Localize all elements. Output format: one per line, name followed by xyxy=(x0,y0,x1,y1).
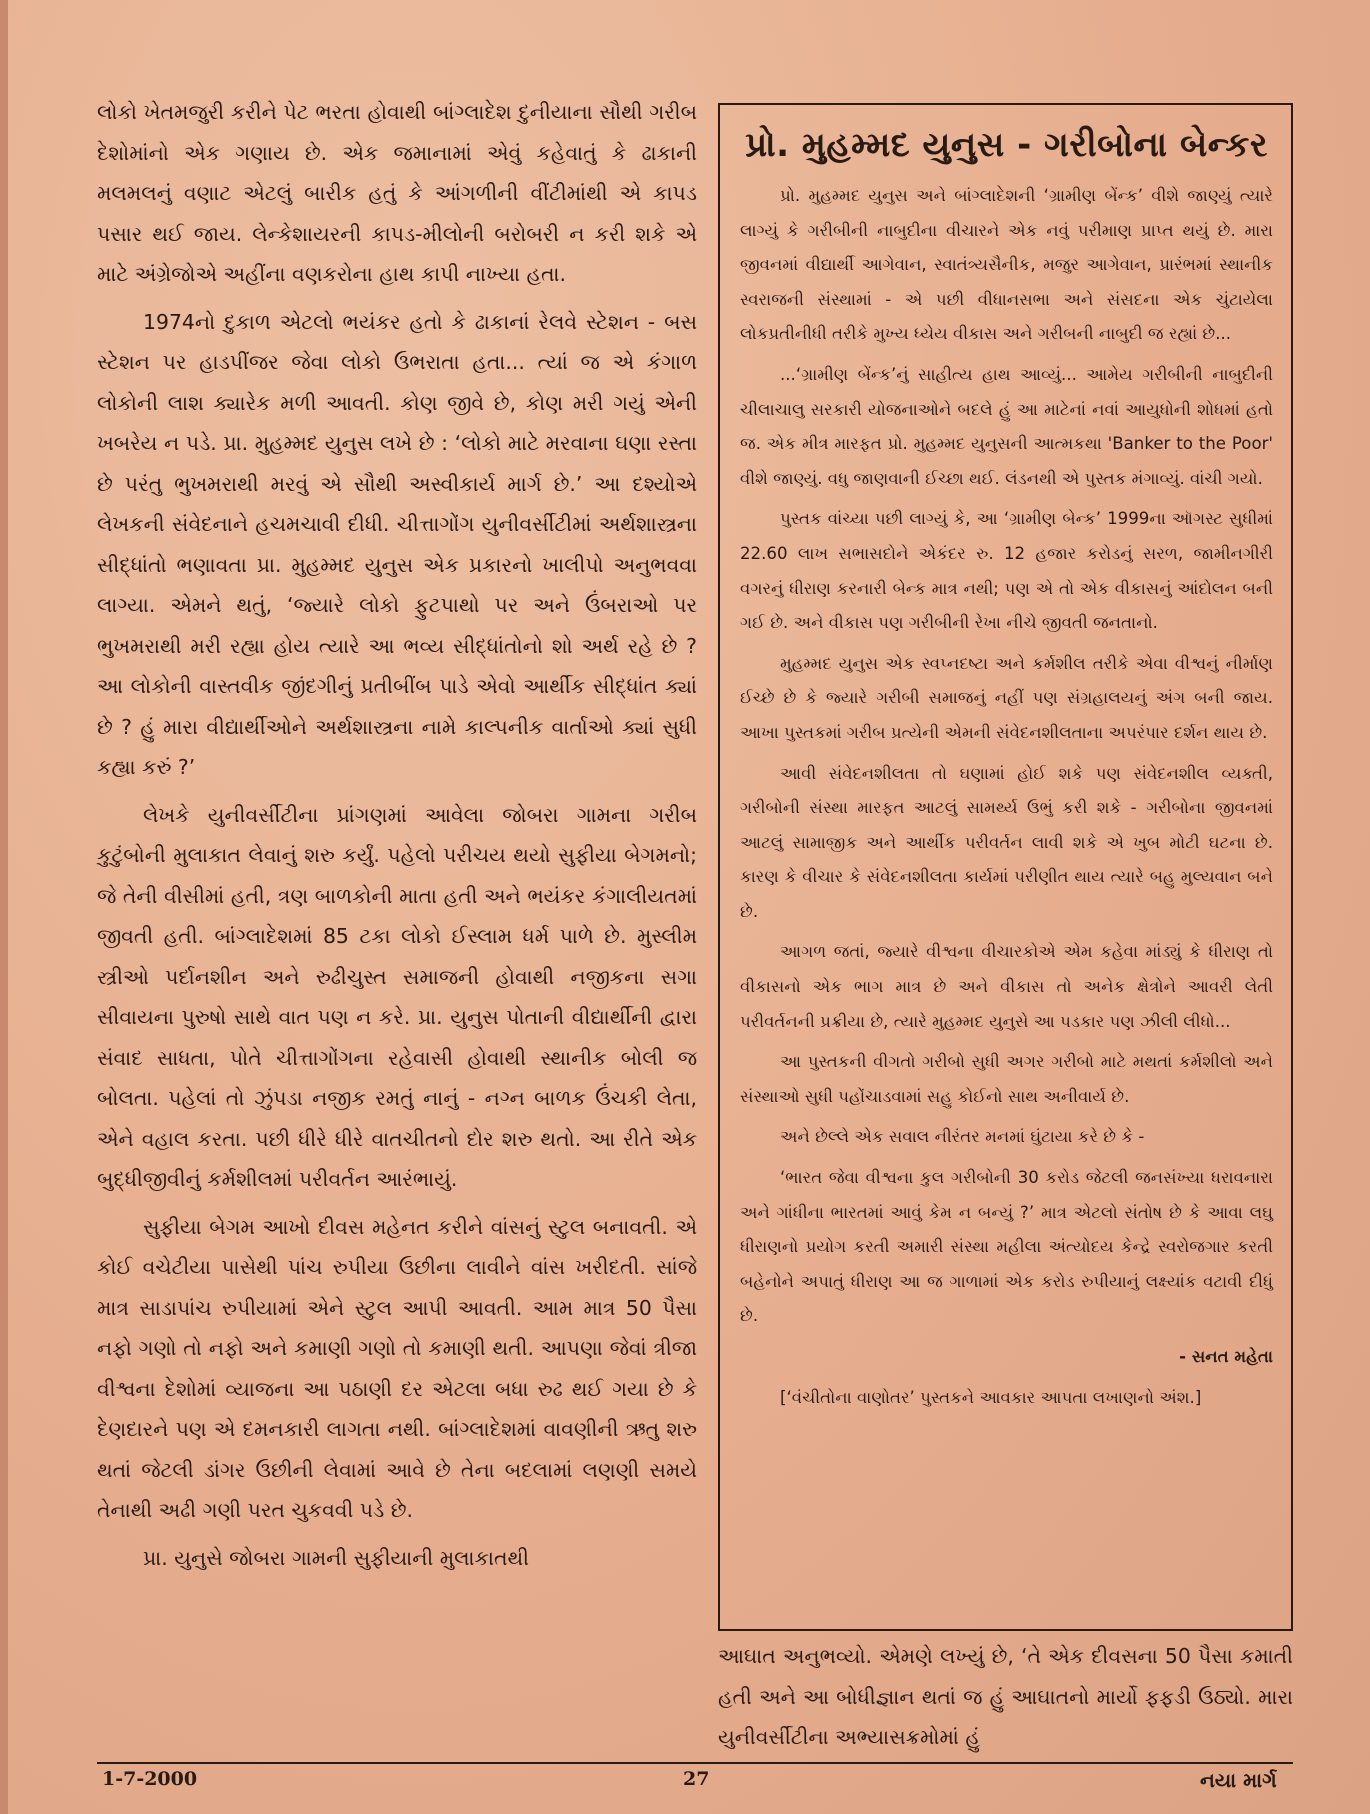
box-paragraph-8: અને છેલ્લે એક સવાલ નીરંતર મનમાં ઘુંટાયા કરે છે કે - xyxy=(780,1127,1145,1147)
box-paragraph-9: ‘ભારત જેવા વીશ્વના કુલ ગરીબોની 30 કરોડ જેટલી જનસંખ્યા ધરાવનારા અને ગાંધીના ભારતમાં આવું કેમ ન બન્યું ?’ માત્ર એટલો સંતોષ છે કે આવા લઘુ ધીરાણનો પ્રયોગ કરતી અમારી સંસ્થા મહીલા અંત્યોદય કેન્દ્રે સ્વરોજગાર કરતી બહેનોને અપાતું ધીરાણ આ જ ગાળામાં એક કરોડ રુપીયાનું લક્ષ્યાંક વટાવી દીધું છે. xyxy=(740,1168,1273,1326)
page-number: 27 xyxy=(683,1768,710,1790)
sidebar-box xyxy=(718,103,1293,1631)
box-paragraph-5: આવી સંવેદનશીલતા તો ઘણામાં હોઈ શકે પણ સંવેદનશીલ વ્યક્તી, ગરીબોની સંસ્થા મારફત આટલું સામર્થ્ય ઉભું કરી શકે - ગરીબોના જીવનમાં આટલું સામાજીક અને આર્થીક પરીવર્તન લાવી શકે એ ખુબ મોટી ઘટના છે. કારણ કે વીચાર કે સંવેદનશીલતા કાર્યમાં પરીણીત થાય ત્યારે બહુ મુલ્યવાન બને છે. xyxy=(740,763,1273,921)
page-edge-shadow xyxy=(0,0,8,1814)
left-paragraph-3: લેખકે યુનીવર્સીટીના પ્રાંગણમાં આવેલા જોબરા ગામના ગરીબ કુટુંબોની મુલાકાત લેવાનું શરુ કર્યું. પહેલો પરીચય થયો સુફીયા બેગમનો; જે તેની વીસીમાં હતી, ત્રણ બાળકોની માતા હતી અને ભયંકર કંગાલીયતમાં જીવતી હતી. બાંગ્લાદેશમાં 85 ટકા લોકો ઈસ્લામ ધર્મ પાળે છે. મુસ્લીમ સ્ત્રીઓ પર્દાનશીન અને રુઢીચુસ્ત સમાજની હોવાથી નજીકના સગા સીવાયના પુરુષો સાથે વાત પણ ન કરે. પ્રા. યુનુસ પોતાની વીદ્યાર્થીની દ્વારા સંવાદ સાધતા, પોતે ચીત્તાગોંગના રહેવાસી હોવાથી સ્થાનીક બોલી જ બોલતા. પહેલાં તો ઝુંપડા નજીક રમતું નાનું - નગ્ન બાળક ઉંચકી લેતા, એને વહાલ કરતા. પછી ધીરે ધીરે વાતચીતનો દોર શરુ થતો. આ રીતે એક બુદ્ધીજીવીનું કર્મશીલમાં પરીવર્તન આરંભાયું. xyxy=(97,802,697,1191)
right-paragraph: આઘાત અનુભવ્યો. એમણે લખ્યું છે, ‘તે એક દીવસના 50 પૈસા કમાતી હતી અને આ બોધીજ્ઞાન થતાં જ હું આઘાતનો માર્યો ફફડી ઉઠ્યો. મારા યુનીવર્સીટીના અભ્યાસક્રમોમાં હું xyxy=(718,1644,1293,1749)
magazine-name: નયા માર્ગ xyxy=(1200,1768,1277,1792)
box-paragraph-6: આગળ જતાં, જ્યારે વીશ્વના વીચારકોએ એમ કહેવા માંડ્યું કે ધીરાણ તો વીકાસનો એક ભાગ માત્ર છે અને વીકાસ તો અનેક ક્ષેત્રોને આવરી લેતી પરીવર્તનની પ્રક્રીયા છે, ત્યારે મુહમ્મદ યુનુસે આ પડકાર પણ ઝીલી લીધો... xyxy=(740,942,1273,1031)
box-title: પ્રો. મુહમ્મદ યુનુસ - ગરીબોના બેન્કર xyxy=(745,125,1268,165)
footer-divider xyxy=(97,1762,1293,1764)
left-paragraph-1: લોકો ખેતમજુરી કરીને પેટ ભરતા હોવાથી બાંગ્લાદેશ દુનીયાના સૌથી ગરીબ દેશોમાંનો એક ગણાય છે. એક જમાનામાં એવું કહેવાતું કે ઢાકાની મલમલનું વણાટ એટલું બારીક હતું કે આંગળીની વીંટીમાંથી એ કાપડ પસાર થઈ જાય. લેન્કેશાયરની કાપડ-મીલોની બરોબરી ન કરી શકે એ માટે અંગ્રેજોએ અહીંના વણકરોના હાથ કાપી નાખ્યા હતા. xyxy=(97,100,697,286)
box-paragraph-7: આ પુસ્તકની વીગતો ગરીબો સુધી અગર ગરીબો માટે મથતાં કર્મશીલો અને સંસ્થાઓ સુધી પહોંચાડવામાં સહુ કોઈનો સાથ અનીવાર્ય છે. xyxy=(740,1052,1273,1106)
box-paragraph-2: ...‘ગ્રામીણ બેંન્ક’નું સાહીત્ય હાથ આવ્યું... આમેય ગરીબીની નાબુદીની ચીલાચાલુ સરકારી યોજનાઓને બદલે હું આ માટેનાં નવાં આયુધોની શોધમાં હતો જ. એક મીત્ર મારફત પ્રો. મુહમ્મદ યુનુસની આત્મકથા 'Banker to the Poor' વીશે જાણ્યું. વધુ જાણવાની ઈચ્છા થઈ. લંડનથી એ પુસ્તક મંગાવ્યું. વાંચી ગયો. xyxy=(740,364,1273,488)
box-source-note: [‘વંચીતોના વાણોતર’ પુસ્તકને આવકાર આપતા લખાણનો અંશ.] xyxy=(780,1387,1202,1407)
box-body xyxy=(740,179,1273,1415)
box-paragraph-4: મુહમ્મદ યુનુસ એક સ્વપ્નદષ્ટા અને કર્મશીલ તરીકે એવા વીશ્વનું નીર્માણ ઈચ્છે છે કે જ્યારે ગરીબી સમાજનું નહીં પણ સંગ્રહાલયનું અંગ બની જાય. આખા પુસ્તકમાં ગરીબ પ્રત્યેની એમની સંવેદનશીલતાના અપરંપાર દર્શન થાય છે. xyxy=(740,653,1273,742)
right-column-continuation xyxy=(718,1636,1293,1758)
left-paragraph-2: 1974નો દુકાળ એટલો ભયંકર હતો કે ઢાકાનાં રેલવે સ્ટેશન - બસ સ્ટેશન પર હાડપીંજર જેવા લોકો ઉભરાતા હતા... ત્યાં જ એ કંગાળ લોકોની લાશ ક્યારેક મળી આવતી. કોણ જીવે છે, કોણ મરી ગયું એની ખબરેય ન પડે. પ્રા. મુહમ્મદ યુનુસ લખે છે : ‘લોકો માટે મરવાના ઘણા રસ્તા છે પરંતુ ભુખમરાથી મરવું એ સૌથી અસ્વીકાર્ય માર્ગ છે.’ આ દશ્યોએ લેખકની સંવેદનાને હચમચાવી દીધી. ચીત્તાગોંગ યુનીવર્સીટીમાં અર્થશાસ્ત્રના સીદ્ધાંતો ભણાવતા પ્રા. મુહમ્મદ યુનુસ એક પ્રકારનો ખાલીપો અનુભવવા લાગ્યા. એમને થતું, ‘જ્યારે લોકો ફુટપાથો પર અને ઉંબરાઓ પર ભુખમરાથી મરી રહ્યા હોય ત્યારે આ ભવ્ય સીદ્ધાંતોનો શો અર્થ રહે છે ? આ લોકોની વાસ્તવીક જીંદગીનું પ્રતીબીંબ પાડે એવો આર્થીક સીદ્ધાંત ક્યાં છે ? હું મારા વીદ્યાર્થીઓને અર્થશાસ્ત્રના નામે કાલ્પનીક વાર્તાઓ ક્યાં સુધી કહ્યા કરું ?’ xyxy=(97,309,697,779)
left-paragraph-4: સુફીયા બેગમ આખો દીવસ મહેનત કરીને વાંસનું સ્ટુલ બનાવતી. એ કોઈ વચેટીયા પાસેથી પાંચ રુપીયા ઉછીના લાવીને વાંસ ખરીદતી. સાંજે માત્ર સાડાપાંચ રુપીયામાં એને સ્ટુલ આપી આવતી. આમ માત્ર 50 પૈસા નફો ગણો તો નફો અને કમાણી ગણો તો કમાણી થતી. આપણા જેવાં ત્રીજા વીશ્વના દેશોમાં વ્યાજના આ પઠાણી દર એટલા બધા રુઢ થઈ ગયા છે કે દેણદારને પણ એ દમનકારી લાગતા નથી. બાંગ્લાદેશમાં વાવણીની ઋતુ શરુ થતાં જેટલી ડાંગર ઉછીની લેવામાં આવે છે તેના બદલામાં લણણી સમયે તેનાથી અઢી ગણી પરત ચુકવવી પડે છે. xyxy=(97,1214,697,1522)
footer-date: 1-7-2000 xyxy=(102,1768,198,1790)
left-paragraph-5: પ્રા. યુનુસે જોબરા ગામની સુફીયાની મુલાકાતથી xyxy=(143,1545,529,1570)
box-paragraph-1: પ્રો. મુહમ્મદ યુનુસ અને બાંગ્લાદેશની ‘ગ્રામીણ બેંન્ક’ વીશે જાણ્યું ત્યારે લાગ્યું કે ગરીબીની નાબુદીના વીચારને એક નવું પરીમાણ પ્રાપ્ત થયું છે. મારા જીવનમાં વીદ્યાર્થી આગેવાન, સ્વાતંત્ર્યસૈનીક, મજુર આગેવાન, પ્રારંભમાં સ્થાનીક સ્વરાજની સંસ્થામાં - એ પછી વીધાનસભા અને સંસદના એક ચુંટાયેલા લોકપ્રતીનીધી તરીકે મુખ્ય ધ્યેય વીકાસ અને ગરીબની નાબુદી જ રહ્યાં છે... xyxy=(740,186,1273,344)
box-signature: - સનત મહેતા xyxy=(1179,1347,1273,1366)
box-paragraph-3: પુસ્તક વાંચ્યા પછી લાગ્યું કે, આ ‘ગ્રામીણ બેન્ક’ 1999ના ઑગસ્ટ સુધીમાં 22.60 લાખ સભાસદોને એકંદર રુ. 12 હજાર કરોડનું સરળ, જામીનગીરી વગરનું ધીરાણ કરનારી બેન્ક માત્ર નથી; પણ એ તો એક વીકાસનું આંદોલન બની ગઈ છે. અને વીકાસ પણ ગરીબીની રેખા નીચે જીવતી જનતાનો. xyxy=(740,509,1273,633)
left-column xyxy=(97,92,697,1585)
